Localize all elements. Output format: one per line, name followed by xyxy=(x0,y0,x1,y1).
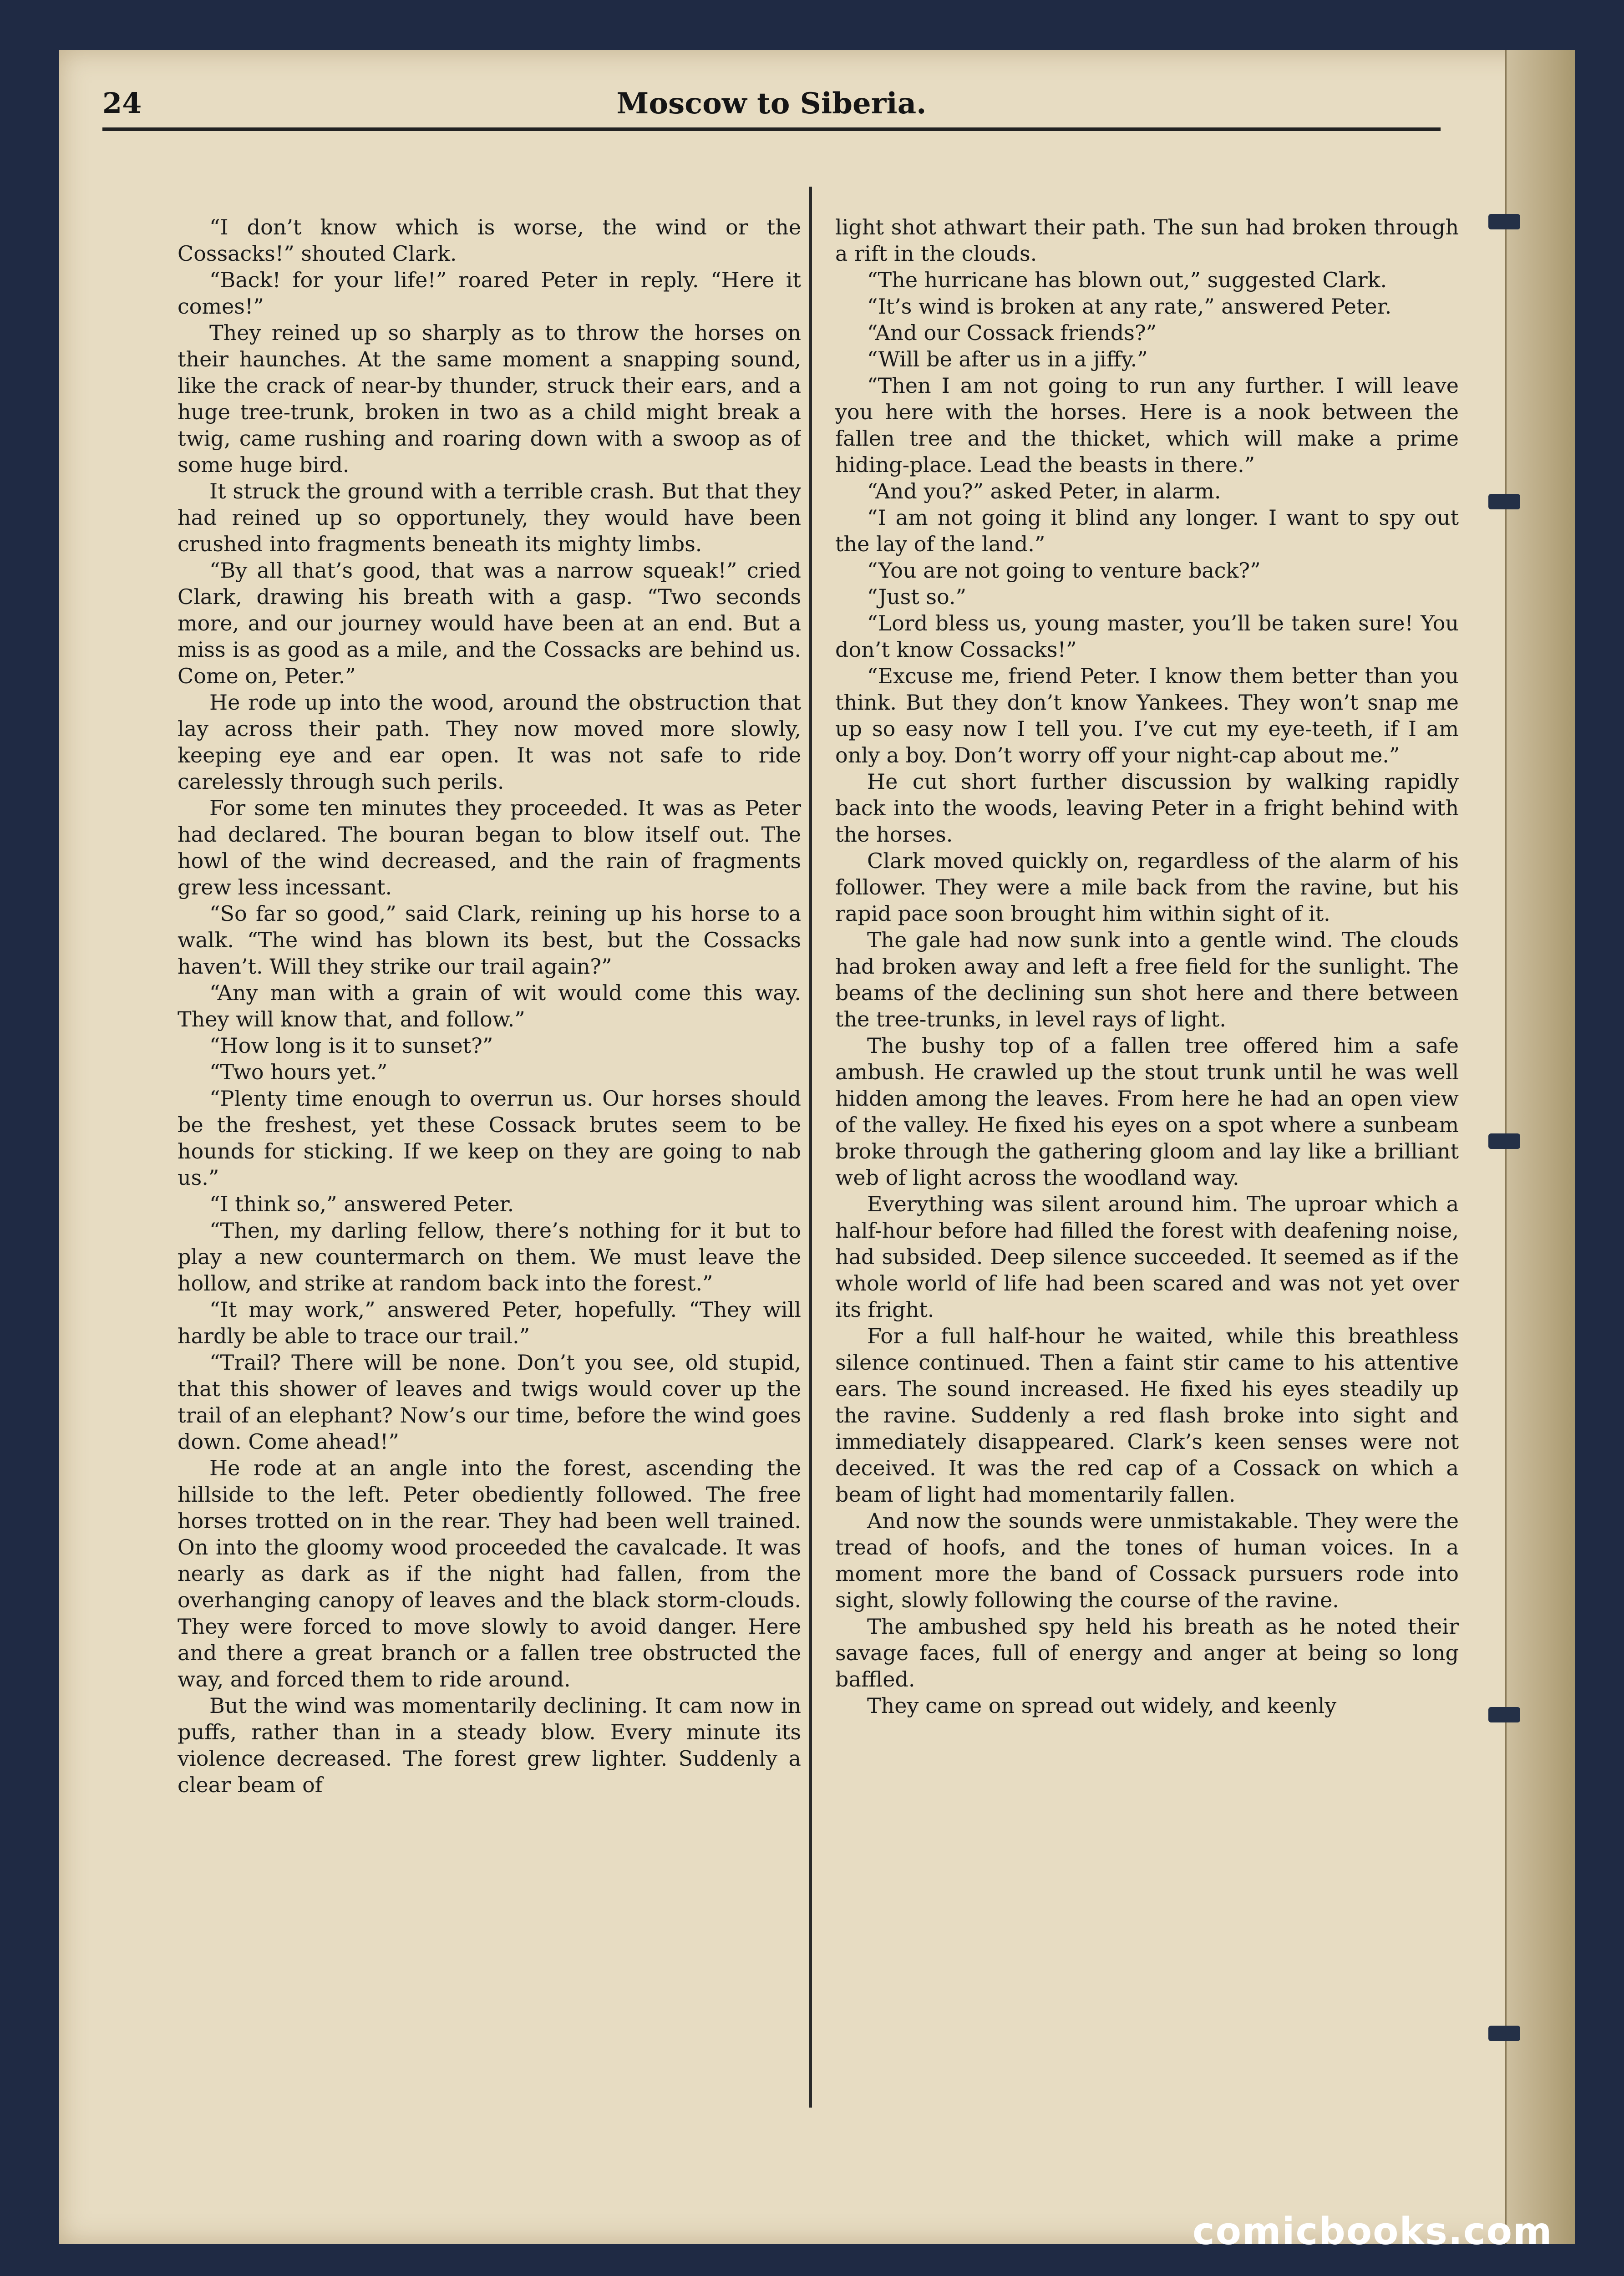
paragraph: Everything was silent around him. The uproar which a half-hour before had filled the forest with deafening noise, had subsided. Deep silence succeeded. It seemed as if the whole world of life had been scared and was not yet over its fright. xyxy=(835,1192,1459,1322)
paragraph: They reined up so sharply as to throw the horses on their haunches. At the same moment a snapping sound, like the crack of near-by thunder, struck their ears, and a huge tree-trunk, broken in two as a child might break a twig, came rushing and roaring down with a swoop as of some huge bird. xyxy=(178,320,801,477)
column-divider xyxy=(809,187,812,2108)
paragraph: “I think so,” answered Peter. xyxy=(209,1192,514,1216)
paragraph: “It may work,” answered Peter, hopefully. “They will hardly be able to trace our trail.” xyxy=(178,1297,801,1348)
running-header xyxy=(102,77,1441,131)
paragraph: “And you?” asked Peter, in alarm. xyxy=(867,479,1221,503)
paragraph: “Lord bless us, young master, you’ll be taken sure! You don’t know Cossacks!” xyxy=(835,611,1459,662)
paragraph: “Two hours yet.” xyxy=(209,1060,388,1084)
right-column xyxy=(835,214,1459,2067)
paragraph: He rode at an angle into the forest, ascending the hillside to the left. Peter obediently followed. The free horses trotted on in the rear. They had been well trained. On into the gloomy wood proceeded the cavalcade. It was nearly as dark as if the night had fallen, from the overhanging canopy of leaves and the black storm-clouds. They were forced to move slowly to avoid danger. Here and there a great branch or a fallen tree obstructed the way, and forced them to ride around. xyxy=(178,1456,801,1692)
paragraph: And now the sounds were unmistakable. They were the tread of hoofs, and the tones of human voices. In a moment more the band of Cossack pursuers rode into sight, slowly following the course of the ravine. xyxy=(835,1509,1459,1612)
paragraph: “Then I am not going to run any further. I will leave you here with the horses. Here is a nook between the fallen tree and the thicket, which will make a prime hiding-place. Lead the beasts in there.” xyxy=(835,373,1459,477)
page-number: 24 xyxy=(102,86,142,120)
paragraph: They came on spread out widely, and keenly xyxy=(867,1693,1337,1718)
paragraph: “I am not going it blind any longer. I want to spy out the lay of the land.” xyxy=(835,505,1459,556)
paragraph: For a full half-hour he waited, while this breathless silence continued. Then a faint stir came to his attentive ears. The sound increased. He fixed his eyes steadily up the ravine. Suddenly a red flash broke into sight and immediately disappeared. Clark’s keen senses were not deceived. It was the red cap of a Cossack on which a beam of light had momentarily fallen. xyxy=(835,1324,1459,1507)
paragraph: “I don’t know which is worse, the wind or the Cossacks!” shouted Clark. xyxy=(178,215,801,266)
paragraph: “Will be after us in a jiffy.” xyxy=(867,347,1148,371)
paragraph: But the wind was momentarily declining. It cam now in puffs, rather than in a steady blow. Every minute its violence decreased. The forest grew lighter. Suddenly a clear beam of xyxy=(178,1693,801,1797)
paragraph: “It’s wind is broken at any rate,” answered Peter. xyxy=(867,294,1392,319)
paragraph: “Excuse me, friend Peter. I know them better than you think. But they don’t know Yankees. They won’t snap me up so easy now I tell you. I’ve cut my eye-teeth, if I am only a boy. Don’t worry off your night-cap about me.” xyxy=(835,664,1459,767)
paragraph: The ambushed spy held his breath as he noted their savage faces, full of energy and anger at being so long baffled. xyxy=(835,1614,1459,1692)
paragraph: “You are not going to venture back?” xyxy=(867,558,1261,583)
left-column xyxy=(178,214,801,2067)
binding-stitch xyxy=(1488,1707,1520,1722)
paragraph: He rode up into the wood, around the obstruction that lay across their path. They now moved more slowly, keeping eye and ear open. It was not safe to ride carelessly through such perils. xyxy=(178,690,801,794)
paragraph: “How long is it to sunset?” xyxy=(209,1033,493,1058)
paragraph: “Trail? There will be none. Don’t you see, old stupid, that this shower of leaves and twigs would cover up the trail of an elephant? Now’s our time, before the wind goes down. Come ahead!” xyxy=(178,1350,801,1454)
paragraph: “So far so good,” said Clark, reining up his horse to a walk. “The wind has blown its best, but the Cossacks haven’t. Will they strike our trail again?” xyxy=(178,901,801,979)
paragraph: “The hurricane has blown out,” suggested Clark. xyxy=(867,268,1387,292)
binding-stitch xyxy=(1488,1133,1520,1149)
paragraph: “And our Cossack friends?” xyxy=(867,320,1157,345)
paragraph: Clark moved quickly on, regardless of the alarm of his follower. They were a mile back from the ravine, but his rapid pace soon brought him within sight of it. xyxy=(835,848,1459,926)
site-watermark: comicbooks.com xyxy=(1193,2210,1553,2253)
paragraph: “Any man with a grain of wit would come this way. They will know that, and follow.” xyxy=(178,981,801,1031)
paragraph: He cut short further discussion by walking rapidly back into the woods, leaving Peter in a fright behind with the horses. xyxy=(835,769,1459,847)
paragraph: light shot athwart their path. The sun had broken through a rift in the clouds. xyxy=(835,215,1459,266)
paragraph: The bushy top of a fallen tree offered him a safe ambush. He crawled up the stout trunk until he was well hidden among the leaves. From here he had an open view of the valley. He fixed his eyes on a spot where a sunbeam broke through the gathering gloom and lay like a brilliant web of light across the woodland way. xyxy=(835,1033,1459,1190)
paragraph: The gale had now sunk into a gentle wind. The clouds had broken away and left a free field for the sunlight. The beams of the declining sun shot here and there between the tree-trunks, in level rays of light. xyxy=(835,928,1459,1031)
paragraph: For some ten minutes they proceeded. It was as Peter had declared. The bouran began to blow itself out. The howl of the wind decreased, and the rain of fragments grew less incessant. xyxy=(178,796,801,899)
running-title: Moscow to Siberia. xyxy=(616,86,927,121)
paragraph: “Plenty time enough to overrun us. Our horses should be the freshest, yet these Cossack brutes seem to be hounds for sticking. If we keep on they are going to nab us.” xyxy=(178,1086,801,1190)
paragraph: “Just so.” xyxy=(867,584,966,609)
paragraph: “Then, my darling fellow, there’s nothing for it but to play a new countermarch on them. We must leave the hollow, and strike at random back into the forest.” xyxy=(178,1218,801,1295)
binding-stitch xyxy=(1488,494,1520,509)
paragraph: “Back! for your life!” roared Peter in reply. “Here it comes!” xyxy=(178,268,801,319)
paragraph: It struck the ground with a terrible crash. But that they had reined up so opportunely, they would have been crushed into fragments beneath its mighty limbs. xyxy=(178,479,801,556)
binding-stitch xyxy=(1488,214,1520,229)
binding-stitch xyxy=(1488,2026,1520,2041)
paragraph: “By all that’s good, that was a narrow squeak!” cried Clark, drawing his breath with a gasp. “Two seconds more, and our journey would have been at an end. But a miss is as good as a mile, and the Cossacks are behind us. Come on, Peter.” xyxy=(178,558,801,688)
